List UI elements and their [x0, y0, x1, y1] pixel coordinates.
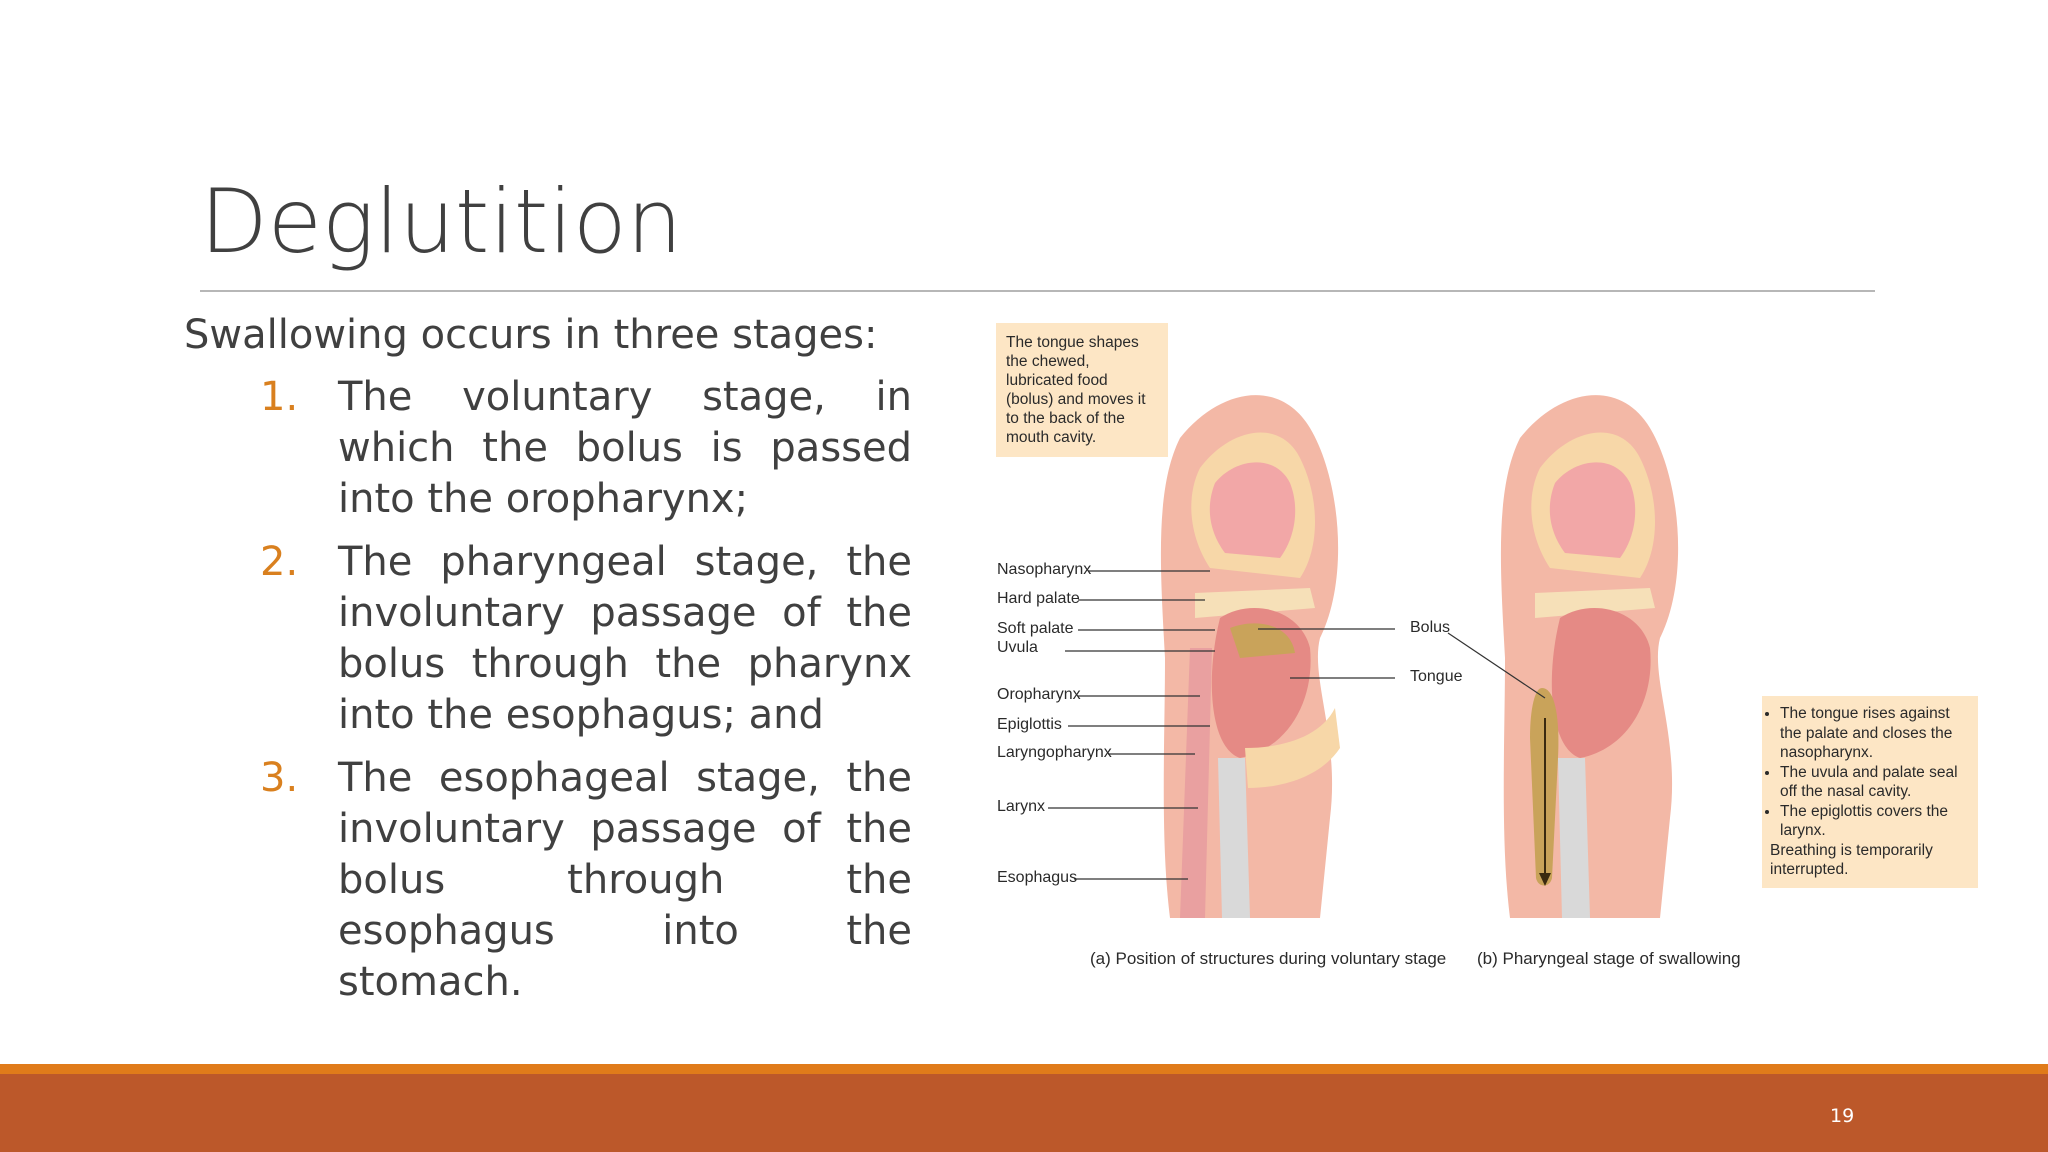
callout-bullet: • The tongue rises against the palate and closes the nasopharynx.	[1780, 704, 1970, 763]
stage-item-2	[260, 537, 912, 741]
callout-pharyngeal	[1762, 696, 1978, 888]
label-epiglottis: Epiglottis	[997, 716, 1062, 733]
footer-bar	[0, 1074, 2048, 1152]
stage-number: 2.	[260, 539, 299, 585]
caption-a: (a) Position of structures during voluntary stage	[1090, 949, 1447, 968]
slide-title: Deglutition	[200, 170, 683, 273]
head-section-b	[1501, 395, 1678, 918]
footer-accent-line	[0, 1064, 2048, 1074]
stage-item-3	[260, 753, 912, 1008]
callout-bullet: • The uvula and palate seal off the nasal cavity.	[1780, 763, 1970, 802]
label-uvula: Uvula	[997, 639, 1038, 656]
label-esophagus: Esophagus	[997, 869, 1078, 886]
label-hard-palate: Hard palate	[997, 590, 1080, 607]
stages-list	[260, 372, 912, 1020]
page-number: 19	[1830, 1105, 1855, 1127]
stage-text: The voluntary stage, in which the bolus is passed into the oropharynx;	[338, 374, 912, 522]
callout-note: Breathing is temporarily interrupted.	[1770, 841, 1933, 878]
label-tongue: Tongue	[1410, 668, 1463, 685]
label-soft-palate: Soft palate	[997, 620, 1074, 637]
swallowing-figure	[990, 318, 1980, 984]
stage-text: The esophageal stage, the involuntary passage of the bolus through the esophagus into the stomach.	[338, 755, 912, 1005]
callout-bullets	[1770, 704, 1970, 841]
label-larynx: Larynx	[997, 798, 1046, 815]
stage-text: The pharyngeal stage, the involuntary passage of the bolus through the pharynx into the esophagus; and	[338, 539, 912, 738]
label-nasopharynx: Nasopharynx	[997, 561, 1092, 578]
stage-item-1	[260, 372, 912, 525]
head-section-a	[1161, 395, 1340, 918]
callout-voluntary: The tongue shapes the chewed, lubricated food (bolus) and moves it to the back of the mouth cavity.	[996, 323, 1168, 457]
title-divider	[200, 290, 1875, 292]
label-bolus: Bolus	[1410, 619, 1451, 636]
intro-text: Swallowing occurs in three stages:	[184, 312, 878, 358]
stage-number: 3.	[260, 755, 299, 801]
callout-bullet: • The epiglottis covers the larynx.	[1780, 802, 1970, 841]
stage-number: 1.	[260, 374, 299, 420]
label-oropharynx: Oropharynx	[997, 686, 1081, 703]
caption-b: (b) Pharyngeal stage of swallowing	[1477, 949, 1741, 968]
label-laryngopharynx: Laryngopharynx	[997, 744, 1112, 761]
